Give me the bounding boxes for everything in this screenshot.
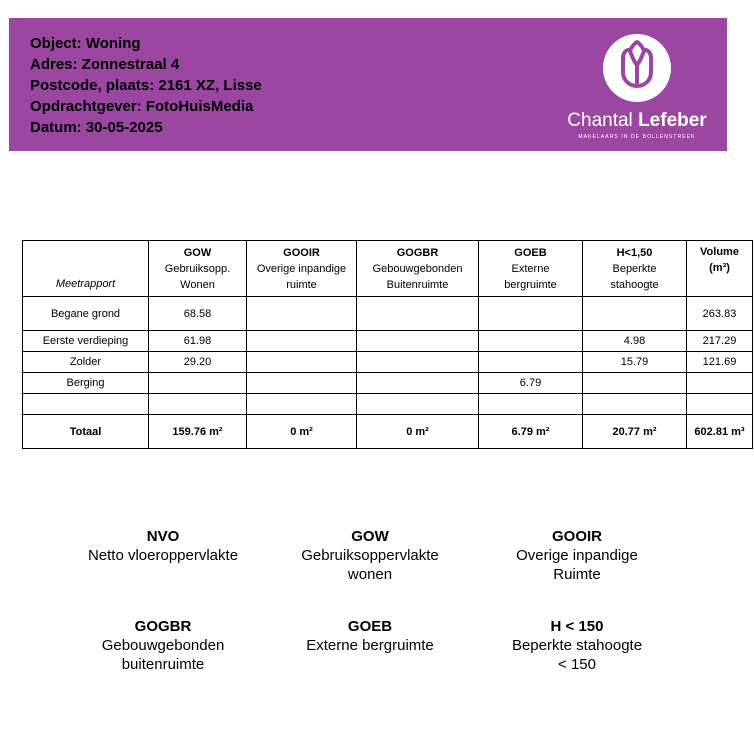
total-cell: 0 m² (247, 415, 357, 449)
table-cell: 217.29 (687, 331, 753, 352)
table-cell: 6.79 (479, 373, 583, 394)
column-header-gooir: GOOIR Overige inpandige ruimte (247, 241, 357, 297)
legend-item-goeb: GOEB Externe bergruimte (306, 618, 434, 654)
table-cell (149, 373, 247, 394)
table-cell (247, 352, 357, 373)
total-cell: 6.79 m² (479, 415, 583, 449)
table-total-row (23, 415, 753, 449)
object-line: Object: Woning (30, 35, 141, 52)
table-cell (583, 394, 687, 415)
table-header-row (23, 241, 753, 297)
table-cell (687, 373, 753, 394)
table-cell (357, 331, 479, 352)
table-cell (357, 352, 479, 373)
company-tagline: MAKELAARS IN DE BOLLENSTREEK (578, 134, 696, 140)
client-line: Opdrachtgever: FotoHuisMedia (30, 98, 254, 115)
column-header-volume: Volume (m³) (687, 241, 753, 297)
total-label: Totaal (23, 415, 149, 449)
date-line: Datum: 30-05-2025 (30, 119, 163, 136)
table-cell: 4.98 (583, 331, 687, 352)
table-cell (247, 394, 357, 415)
row-label: Eerste verdieping (23, 331, 149, 352)
total-cell: 0 m² (357, 415, 479, 449)
table-cell (247, 373, 357, 394)
table-cell (247, 331, 357, 352)
row-label: Begane grond (23, 297, 149, 331)
total-cell: 20.77 m² (583, 415, 687, 449)
table-cell (583, 297, 687, 331)
table-cell (479, 331, 583, 352)
table-cell (479, 394, 583, 415)
column-header-h150: H<1,50 Beperkte stahoogte (583, 241, 687, 297)
table-cell: 68.58 (149, 297, 247, 331)
address-line: Adres: Zonnestraal 4 (30, 56, 180, 73)
table-cell: 263.83 (687, 297, 753, 331)
company-name-first: Chantal (567, 110, 633, 131)
property-info (30, 33, 262, 138)
column-header-gogbr: GOGBR Gebouwgebonden Buitenruimte (357, 241, 479, 297)
header-banner (9, 18, 727, 151)
table-cell (357, 373, 479, 394)
table-cell (149, 394, 247, 415)
table-cell: 29.20 (149, 352, 247, 373)
table-cell (479, 297, 583, 331)
table-cell (583, 373, 687, 394)
legend-item-gow: GOW Gebruiksoppervlakte wonen (301, 528, 439, 583)
company-name (557, 110, 717, 132)
table-row (23, 394, 753, 415)
table-cell: 61.98 (149, 331, 247, 352)
table-cell (687, 394, 753, 415)
table-row (23, 297, 753, 331)
table-row (23, 373, 753, 394)
total-cell: 159.76 m² (149, 415, 247, 449)
table-cell (357, 297, 479, 331)
total-cell: 602.81 m³ (687, 415, 753, 449)
table-cell: 121.69 (687, 352, 753, 373)
row-label (23, 394, 149, 415)
table-corner-label: Meetrapport (23, 241, 149, 297)
legend-item-nvo: NVO Netto vloeroppervlakte (87, 528, 239, 564)
legend-item-h150: H < 150 Beperkte stahoogte < 150 (511, 618, 643, 673)
table-cell (479, 352, 583, 373)
legend-item-gooir: GOOIR Overige inpandige Ruimte (516, 528, 638, 583)
row-label: Berging (23, 373, 149, 394)
table-cell (357, 394, 479, 415)
column-header-goeb: GOEB Externe bergruimte (479, 241, 583, 297)
column-header-gow: GOW Gebruiksopp. Wonen (149, 241, 247, 297)
company-logo (557, 30, 717, 145)
row-label: Zolder (23, 352, 149, 373)
table-cell (247, 297, 357, 331)
table-row (23, 352, 753, 373)
measurement-table (22, 240, 753, 449)
legend-item-gogbr: GOGBR Gebouwgebonden buitenruimte (101, 618, 225, 673)
tulip-icon (603, 34, 671, 102)
table-cell: 15.79 (583, 352, 687, 373)
postcode-line: Postcode, plaats: 2161 XZ, Lisse (30, 77, 262, 94)
company-name-last: Lefeber (638, 110, 707, 131)
table-row (23, 331, 753, 352)
